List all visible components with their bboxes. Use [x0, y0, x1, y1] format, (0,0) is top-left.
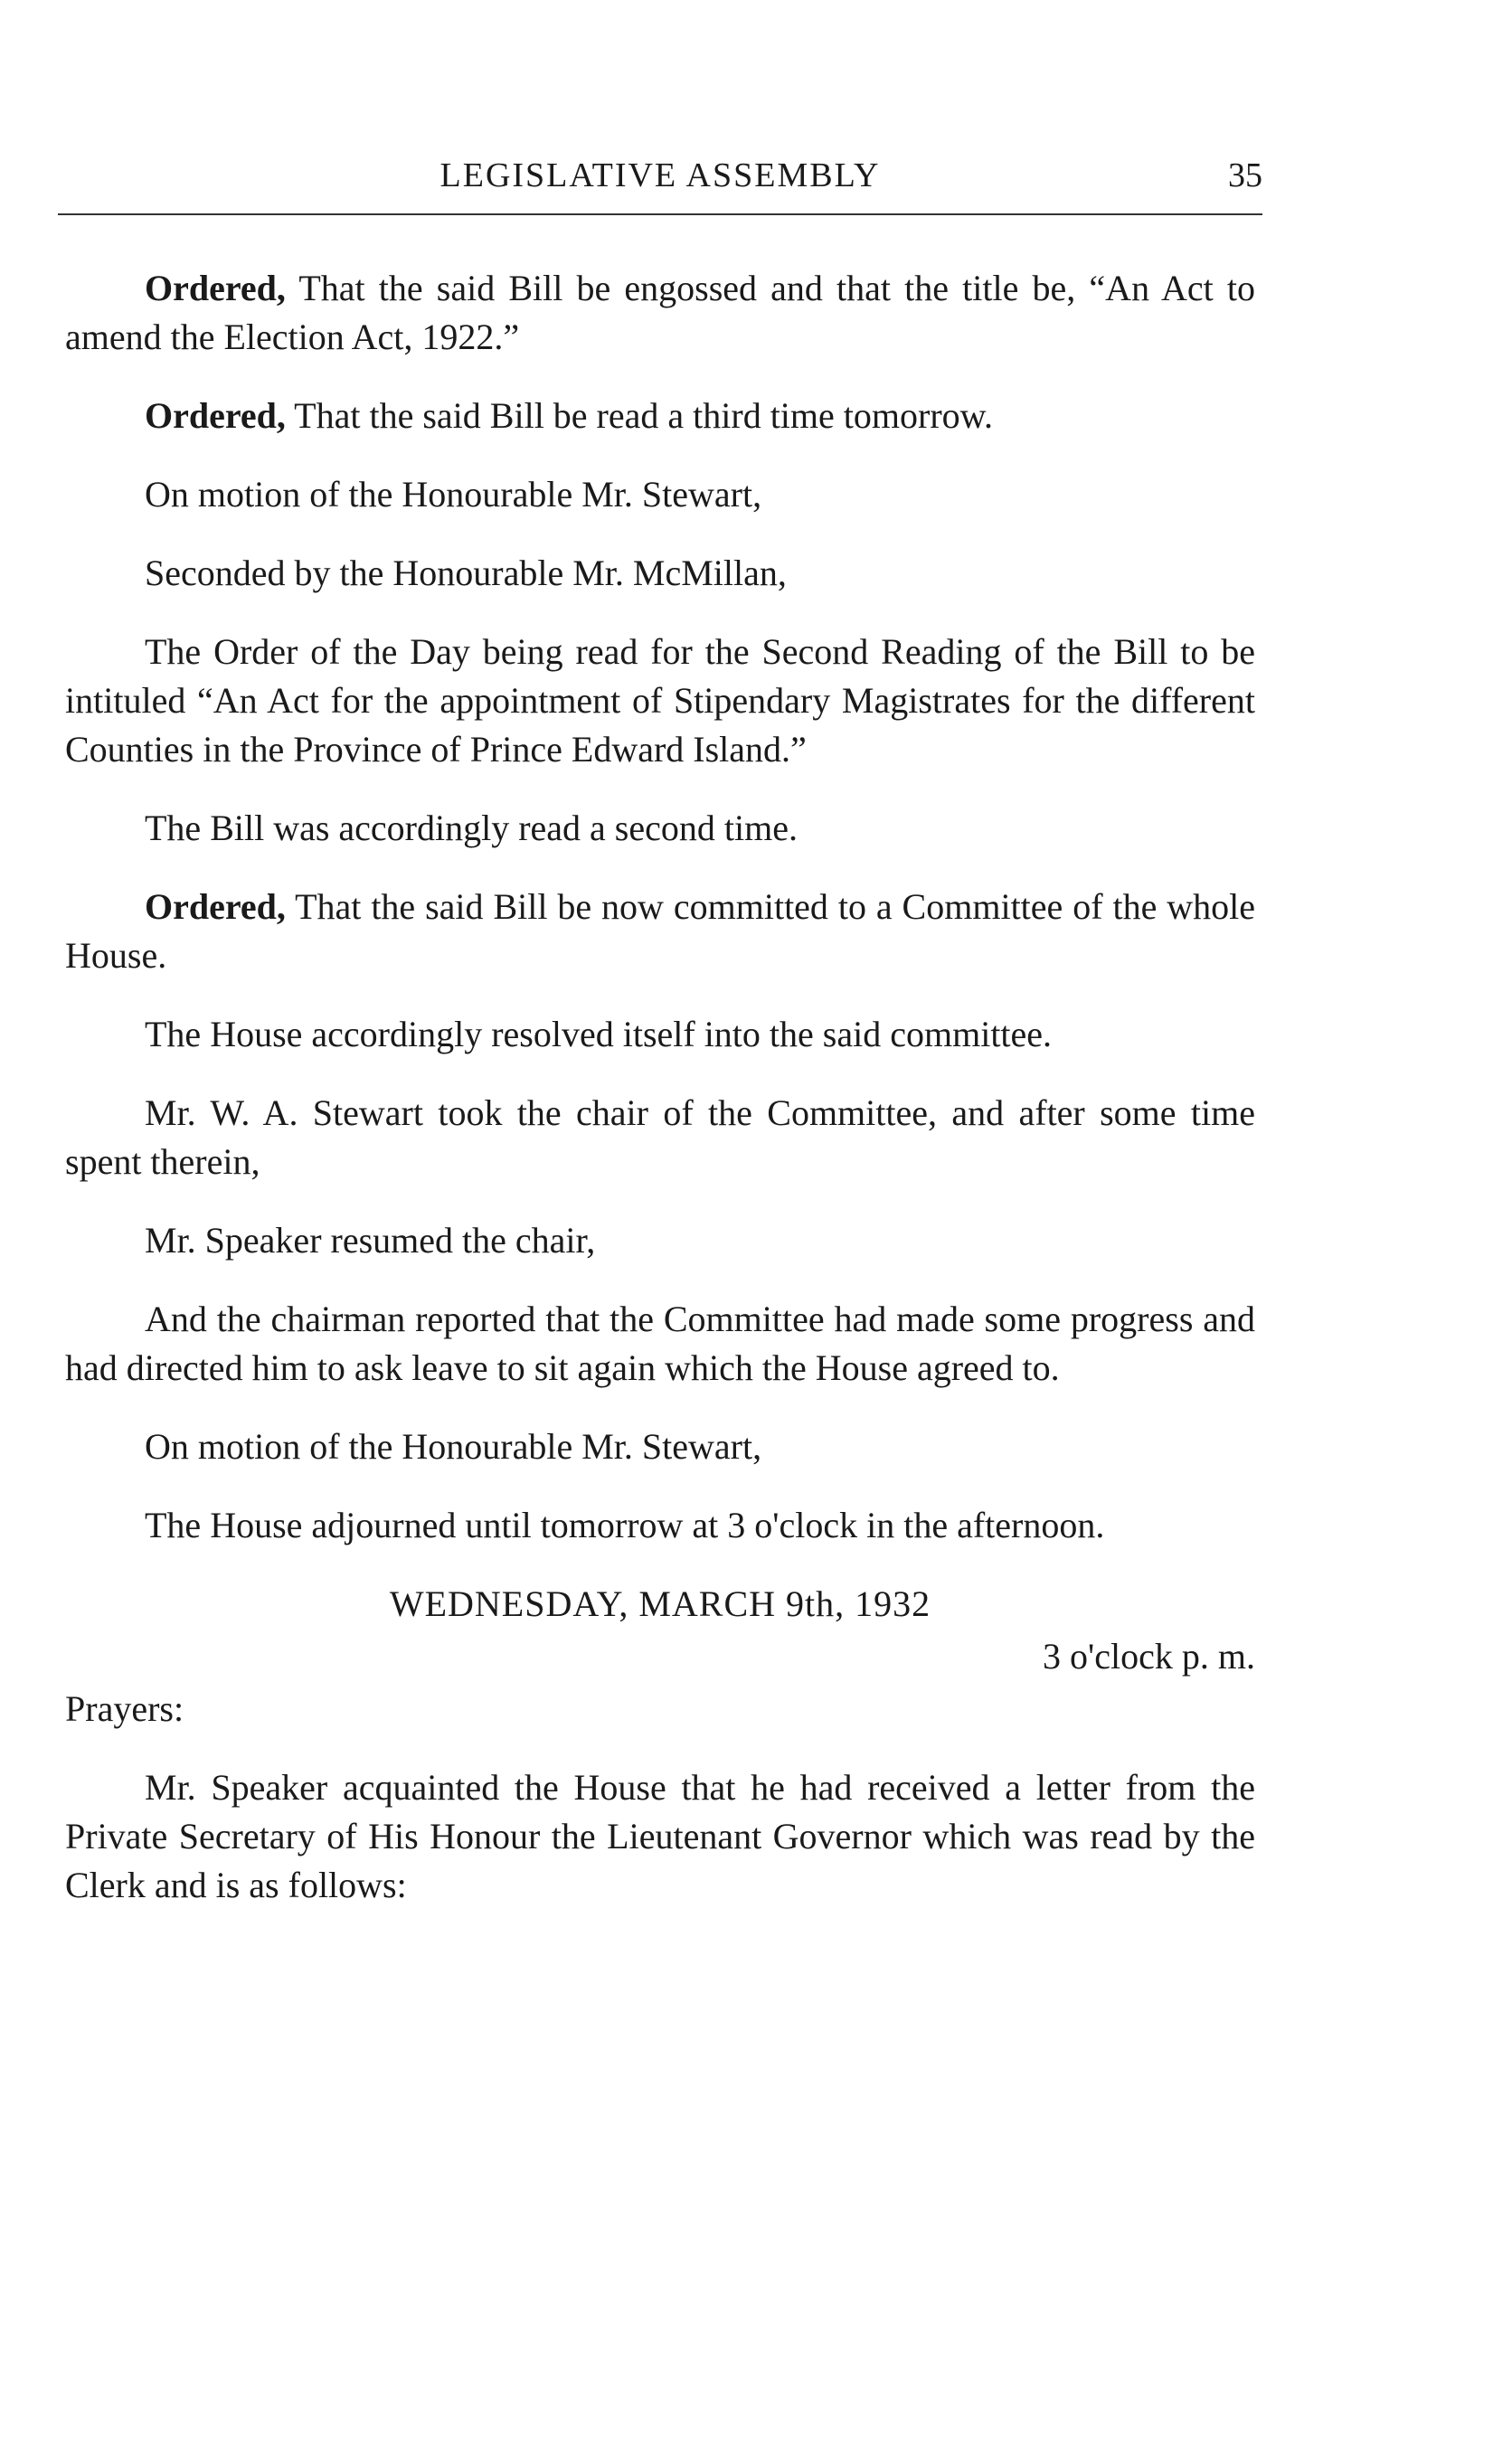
paragraph-text: That the said Bill be now committed to a Committee of the whole House. [65, 886, 1255, 976]
paragraph-text: The House accordingly resolved itself into the said committee. [145, 1014, 1053, 1054]
paragraph-text: And the chairman reported that the Committee had made some progress and had directed him to ask leave to sit again which the House agreed to. [65, 1299, 1255, 1388]
closing-paragraph: Mr. Speaker acquainted the House that he had received a letter from the Private Secretary of His Honour the Lieutenant Governor which was read by the Clerk and is as follows: [65, 1767, 1255, 1905]
paragraph-text: Seconded by the Honourable Mr. McMillan, [145, 553, 787, 593]
paragraph [65, 392, 1255, 440]
paragraph-text: On motion of the Honourable Mr. Stewart, [145, 1426, 762, 1467]
paragraph-text: That the said Bill be read a third time tomorrow. [285, 395, 993, 436]
paragraph [65, 1295, 1255, 1393]
paragraph [65, 883, 1255, 980]
paragraph-text: Mr. W. A. Stewart took the chair of the Committee, and after some time spent therein, [65, 1092, 1255, 1182]
running-header [58, 152, 1262, 199]
paragraph [65, 1422, 1255, 1471]
paragraph [65, 549, 1255, 598]
prayers-label: Prayers: [65, 1688, 184, 1729]
paragraph-text: On motion of the Honourable Mr. Stewart, [145, 474, 762, 515]
paragraph [65, 1216, 1255, 1265]
page-number: 35 [1228, 156, 1262, 194]
time-line: 3 o'clock p. m. [1043, 1636, 1255, 1677]
paragraph-lead: Ordered, [145, 268, 286, 308]
paragraph-lead: Ordered, [145, 886, 286, 927]
paragraph [65, 628, 1255, 774]
header-title: LEGISLATIVE ASSEMBLY [439, 156, 881, 194]
paragraph-lead: Ordered, [145, 395, 286, 436]
paragraph [65, 804, 1255, 853]
journal-body [65, 264, 1255, 1940]
paragraph [65, 470, 1255, 519]
header-rule [58, 213, 1262, 215]
paragraph-text: The Order of the Day being read for the Second Reading of the Bill to be intituled “An Act for the appointment of Stipendary Magistrates for the different Counties in the Province of Prince Edward Island.” [65, 631, 1255, 770]
paragraph [65, 1010, 1255, 1059]
paragraph [65, 1501, 1255, 1550]
paragraph [65, 264, 1255, 362]
paragraph-text: That the said Bill be engossed and that the title be, “An Act to amend the Election Act, 1922.” [65, 268, 1255, 357]
paragraph-text: The Bill was accordingly read a second time. [145, 808, 798, 848]
paragraph [65, 1089, 1255, 1186]
date-heading: WEDNESDAY, MARCH 9th, 1932 [389, 1583, 931, 1624]
paragraph-text: Mr. Speaker resumed the chair, [145, 1220, 596, 1261]
paragraph-text: The House adjourned until tomorrow at 3 o'clock in the afternoon. [145, 1505, 1105, 1545]
